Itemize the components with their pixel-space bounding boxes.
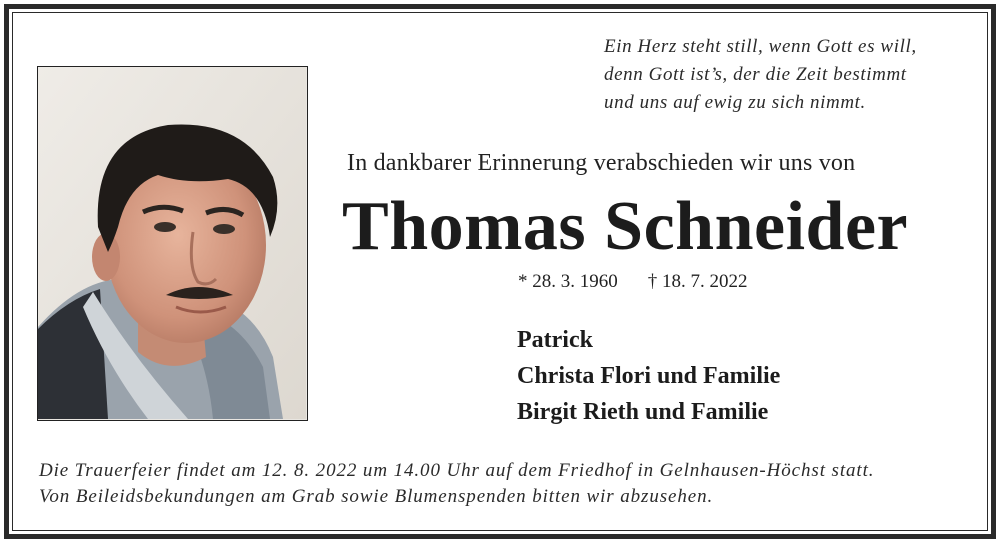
- memorial-poem: [604, 33, 974, 117]
- funeral-notice: [39, 458, 874, 510]
- deceased-name: Thomas Schneider: [342, 188, 909, 265]
- portrait-photo: [37, 66, 308, 421]
- mourner-name: Christa Flori und Familie: [517, 363, 781, 389]
- mourner-name: Birgit Rieth und Familie: [517, 399, 769, 425]
- poem-line: Ein Herz steht still, wenn Gott es will,: [604, 36, 917, 57]
- intro-line: In dankbarer Erinnerung verabschieden wir uns von: [347, 150, 856, 176]
- mourners-list: [517, 322, 780, 430]
- birth-date: * 28. 3. 1960: [518, 271, 618, 292]
- notice-line: Die Trauerfeier findet am 12. 8. 2022 um 14.00 Uhr auf dem Friedhof in Gelnhausen-Höchst statt.: [39, 460, 875, 481]
- poem-line: und uns auf ewig zu sich nimmt.: [604, 92, 866, 113]
- death-date: † 18. 7. 2022: [647, 271, 748, 292]
- mourner-name: Patrick: [517, 327, 593, 353]
- portrait-illustration: [38, 67, 306, 419]
- notice-line: Von Beileidsbekundungen am Grab sowie Blumenspenden bitten wir abzusehen.: [39, 486, 714, 507]
- poem-line: denn Gott ist’s, der die Zeit bestimmt: [604, 64, 907, 85]
- life-dates: [518, 271, 748, 293]
